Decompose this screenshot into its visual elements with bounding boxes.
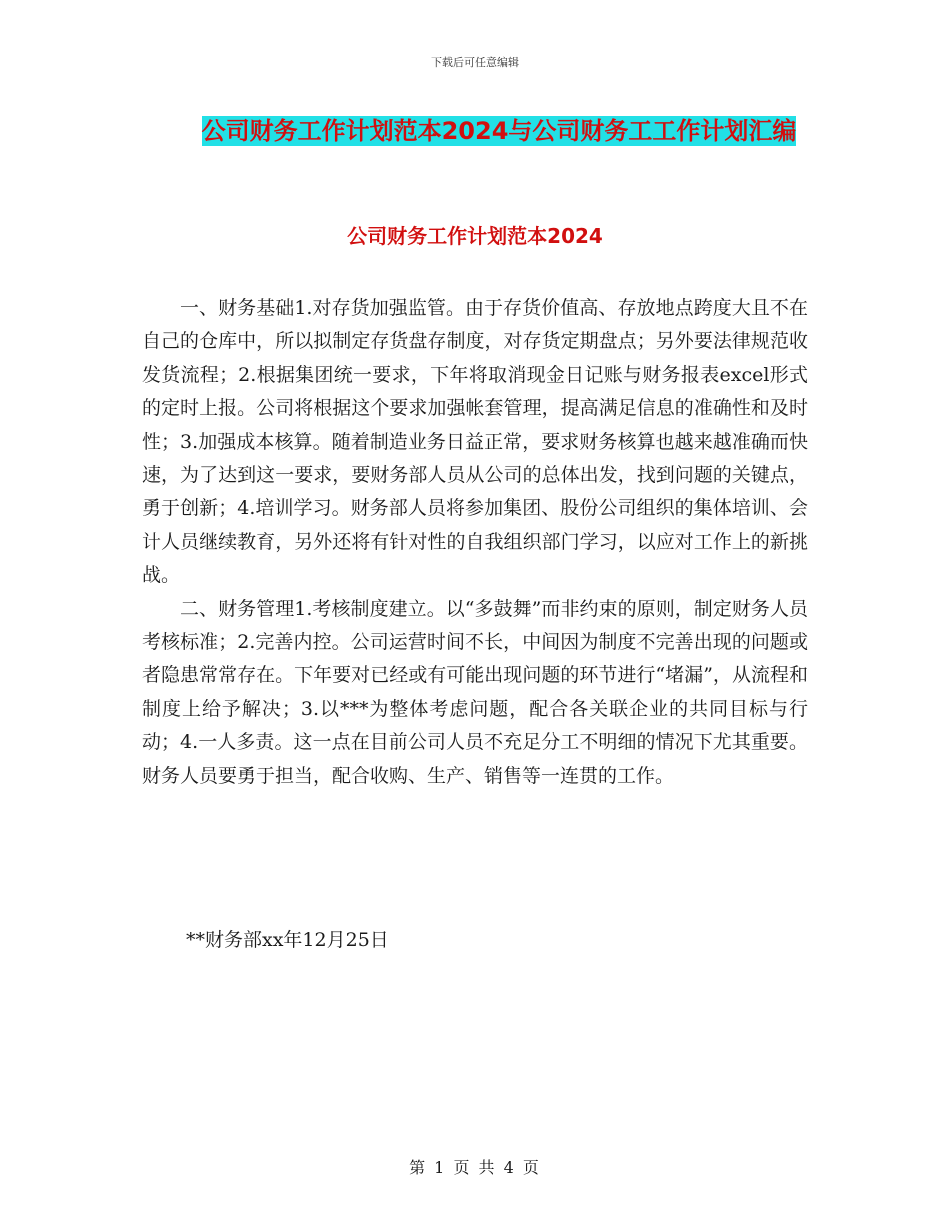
document-body [142, 292, 808, 793]
page-header-note: 下载后可任意编辑 [431, 56, 519, 69]
document-title-text: 公司财务工作计划范本2024与公司财务工工作计划汇编 [201, 117, 797, 145]
document-title [186, 108, 812, 154]
paragraph-financial-management: 二、财务管理1.考核制度建立。以“多鼓舞”而非约束的原则，制定财务人员考核标准；2.完善内控。公司运营时间不长，中间因为制度不完善出现的问题或者隐患常常存在。下年要对已经或有可能出现问题的环节进行“堵漏”，从流程和制度上给予解决；3.以***为整体考虑问题，配合各关联企业的共同目标与行动；4.一人多责。这一点在目前公司人员不充足分工不明细的情况下尤其重要。财务人员要勇于担当，配合收购、生产、销售等一连贯的工作。 [142, 597, 808, 787]
paragraph-financial-basics: 一、财务基础1.对存货加强监管。由于存货价值高、存放地点跨度大且不在自己的仓库中，所以拟制定存货盘存制度，对存货定期盘点；另外要法律规范收发货流程；2.根据集团统一要求，下年将取消现金日记账与财务报表excel形式的定时上报。公司将根据这个要求加强帐套管理，提高满足信息的准确性和及时性；3.加强成本核算。随着制造业务日益正常，要求财务核算也越来越准确而快速，为了达到这一要求，要财务部人员从公司的总体出发，找到问题的关键点，勇于创新；4.培训学习。财务部人员将参加集团、股份公司组织的集体培训、会计人员继续教育，另外还将有针对性的自我组织部门学习，以应对工作上的新挑战。 [142, 297, 808, 587]
page-number-footer: 第 1 页 共 4 页 [409, 1158, 541, 1177]
signature-line: **财务部xx年12月25日 [186, 929, 389, 951]
section-title: 公司财务工作计划范本2024 [347, 224, 603, 248]
